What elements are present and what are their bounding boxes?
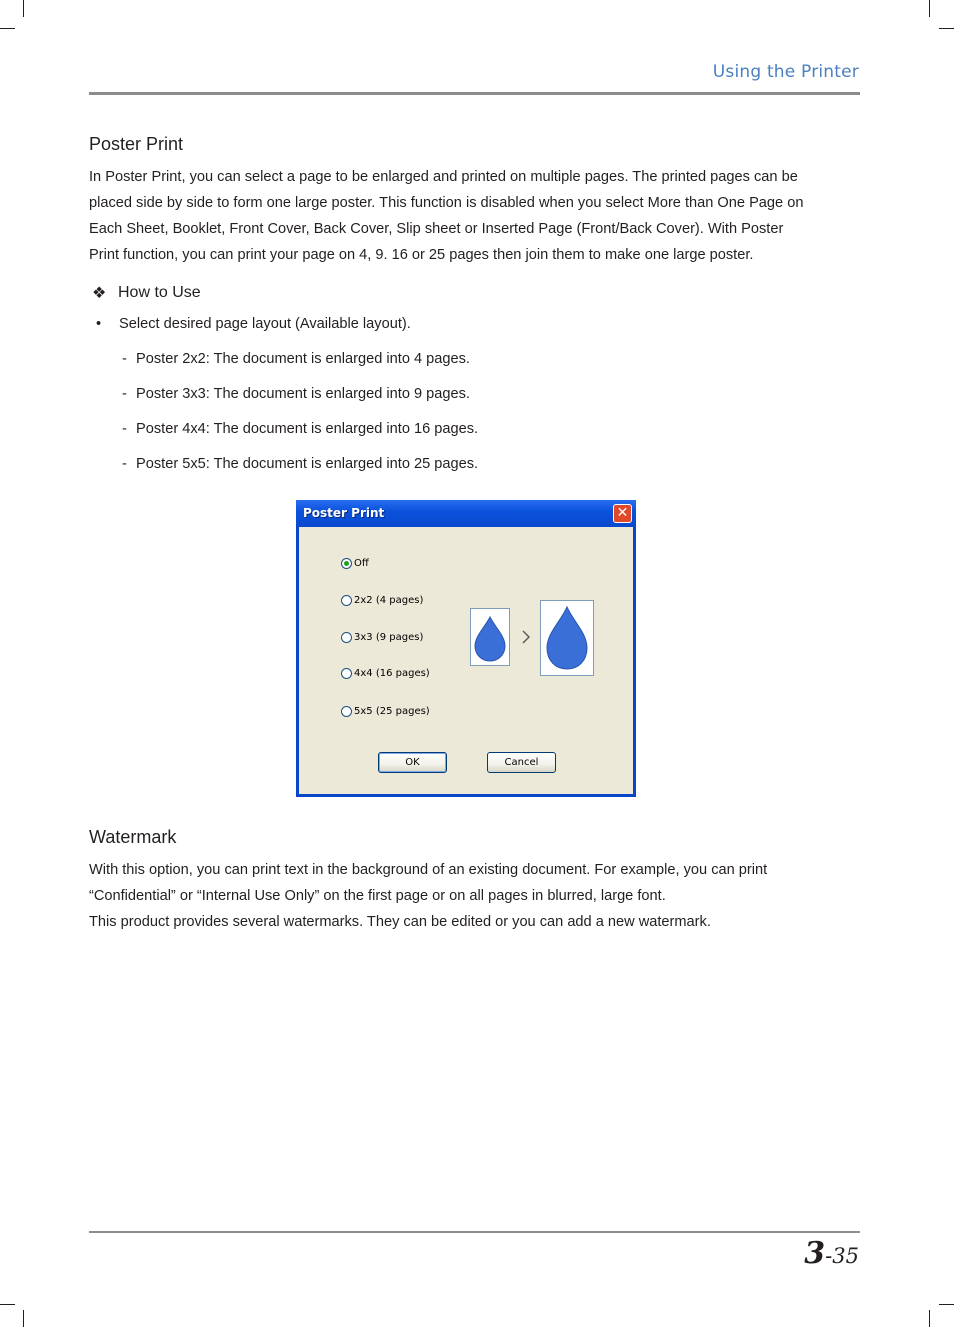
crop-mark	[929, 1310, 930, 1327]
running-header: Using the Printer	[712, 62, 859, 82]
bullet-item	[96, 316, 411, 332]
layout-list-item	[122, 421, 478, 437]
radio-option-off[interactable]	[341, 558, 369, 569]
radio-label: 5x5 (25 pages)	[354, 706, 430, 717]
dash-icon: -	[122, 386, 127, 402]
radio-option-2x2[interactable]	[341, 595, 423, 606]
ok-button[interactable]: OK	[378, 752, 447, 773]
crop-mark	[939, 28, 954, 29]
layout-list-item	[122, 386, 470, 402]
cancel-button[interactable]: Cancel	[487, 752, 556, 773]
layout-item-text: Poster 5x5: The document is enlarged into 25 pages.	[136, 456, 479, 472]
dialog-titlebar	[296, 500, 636, 527]
page-separator: -	[825, 1244, 833, 1268]
close-button[interactable]	[613, 504, 632, 523]
crop-mark	[929, 0, 930, 17]
bullet-text: Select desired page layout (Available layout).	[119, 316, 411, 332]
footer-rule	[89, 1231, 860, 1233]
description-line: This product provides several watermarks. They can be edited or you can add a new watermark.	[89, 914, 711, 930]
watermark-description	[89, 857, 829, 935]
original-page-preview	[470, 608, 510, 666]
layout-item-text: Poster 4x4: The document is enlarged into 16 pages.	[136, 421, 479, 437]
description-line: With this option, you can print text in the background of an existing document. For example, you can print	[89, 862, 768, 878]
section-title-poster-print: Poster Print	[89, 134, 184, 154]
radio-option-4x4[interactable]	[341, 668, 430, 679]
description-line: “Confidential” or “Internal Use Only” on the first page or on all pages in blurred, large font.	[89, 888, 666, 904]
chapter-number: 3	[804, 1236, 826, 1271]
layout-list-item	[122, 456, 478, 472]
page-number	[804, 1236, 859, 1271]
description-line: placed side by side to form one large poster. This function is disabled when you select More than One Page on	[89, 195, 804, 211]
layout-list-item	[122, 351, 470, 367]
header-rule	[89, 92, 860, 95]
dash-icon: -	[122, 421, 127, 437]
description-line: Print function, you can print your page on 4, 9. 16 or 25 pages then join them to make one large poster.	[89, 247, 754, 263]
radio-label: Off	[354, 558, 369, 569]
crop-mark	[0, 1304, 15, 1305]
crop-mark	[23, 0, 24, 17]
description-line: In Poster Print, you can select a page to be enlarged and printed on multiple pages. The printed pages can be	[89, 169, 798, 185]
radio-icon	[341, 706, 352, 717]
droplet-icon	[471, 609, 509, 665]
description-line: Each Sheet, Booklet, Front Cover, Back Cover, Slip sheet or Inserted Page (Front/Back Cover). With Poster	[89, 221, 784, 237]
dash-icon: -	[122, 351, 127, 367]
dialog-title: Poster Print	[303, 506, 385, 520]
how-to-use-heading	[92, 283, 201, 303]
radio-icon	[341, 668, 352, 679]
radio-icon	[341, 632, 352, 643]
close-icon: ✕	[616, 505, 629, 521]
how-to-use-label: How to Use	[118, 284, 201, 301]
radio-label: 2x2 (4 pages)	[354, 595, 424, 606]
crop-mark	[939, 1304, 954, 1305]
droplet-icon	[541, 601, 593, 675]
section-title-watermark: Watermark	[89, 827, 177, 847]
poster-page-preview	[540, 600, 594, 676]
radio-label: 3x3 (9 pages)	[354, 632, 424, 643]
dialog-body	[299, 527, 633, 794]
radio-icon	[341, 558, 352, 569]
radio-icon	[341, 595, 352, 606]
bullet-icon: •	[96, 316, 102, 332]
radio-option-5x5[interactable]	[341, 706, 430, 717]
layout-item-text: Poster 2x2: The document is enlarged into 4 pages.	[136, 351, 470, 367]
four-diamond-icon: ❖	[92, 285, 107, 302]
layout-item-text: Poster 3x3: The document is enlarged into 9 pages.	[136, 386, 470, 402]
radio-label: 4x4 (16 pages)	[354, 668, 430, 679]
page-index: 35	[832, 1244, 859, 1268]
crop-mark	[23, 1310, 24, 1327]
poster-print-description	[89, 164, 829, 268]
chevron-right-icon	[521, 629, 531, 645]
poster-print-dialog	[296, 500, 636, 797]
dash-icon: -	[122, 456, 127, 472]
crop-mark	[0, 28, 15, 29]
radio-option-3x3[interactable]	[341, 632, 423, 643]
